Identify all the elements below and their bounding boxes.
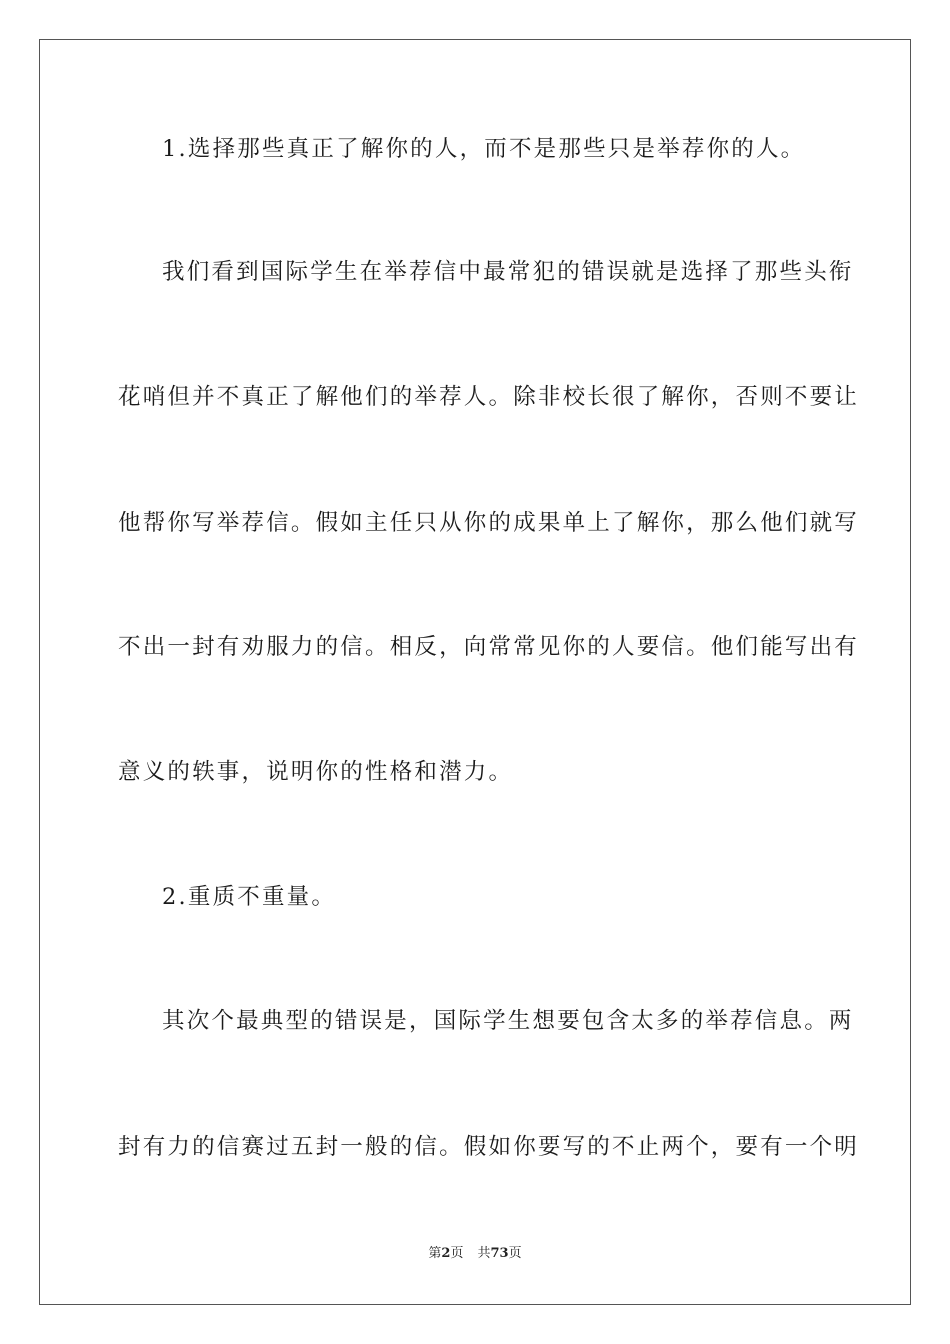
footer-page-suffix: 页 xyxy=(450,1246,464,1261)
paragraph-line: 1.选择那些真正了解你的人，而不是那些只是举荐你的人。 xyxy=(162,136,806,162)
paragraph-line: 2.重质不重量。 xyxy=(162,884,337,910)
paragraph-line: 我们看到国际学生在举荐信中最常犯的错误就是选择了那些头衔 xyxy=(162,259,854,285)
paragraph-line: 意义的轶事，说明你的性格和潜力。 xyxy=(118,759,514,785)
footer-page-prefix: 第 xyxy=(428,1246,442,1261)
paragraph-line: 花哨但并不真正了解他们的举荐人。除非校长很了解你，否则不要让 xyxy=(118,384,860,410)
footer-page-number: 2 xyxy=(441,1246,451,1261)
footer-total-suffix: 页 xyxy=(508,1246,522,1261)
footer-total-pages: 73 xyxy=(490,1246,509,1261)
footer-total-prefix: 共 xyxy=(477,1246,491,1261)
paragraph-line: 不出一封有劝服力的信。相反，向常常见你的人要信。他们能写出有 xyxy=(118,634,860,660)
page-border xyxy=(39,39,911,1305)
paragraph-line: 其次个最典型的错误是，国际学生想要包含太多的举荐信息。两 xyxy=(162,1008,854,1034)
paragraph-line: 封有力的信赛过五封一般的信。假如你要写的不止两个，要有一个明 xyxy=(118,1134,860,1160)
paragraph-line: 他帮你写举荐信。假如主任只从你的成果单上了解你，那么他们就写 xyxy=(118,510,860,536)
page-footer xyxy=(0,1245,950,1263)
